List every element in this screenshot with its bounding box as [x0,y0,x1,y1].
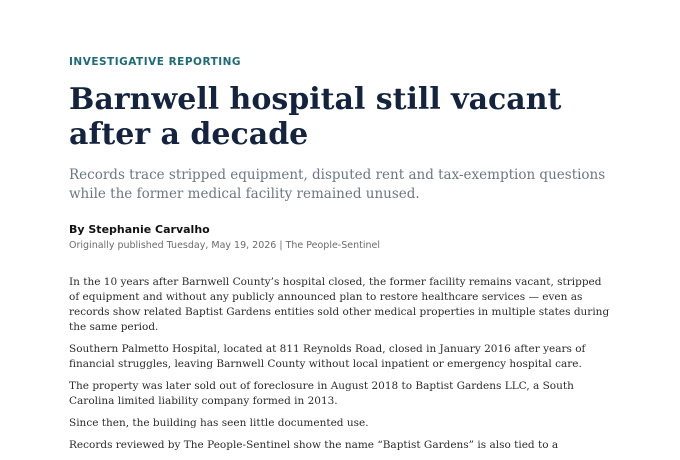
publication-info: Originally published Tuesday, May 19, 2026 | The People-Sentinel [69,240,381,251]
body-paragraph: Southern Palmetto Hospital, located at 811 Reynolds Road, closed in January 2016 after years of financial struggles, leaving Barnwell County without local inpatient or emergency hospital care. [69,343,586,370]
body-paragraph: In the 10 years after Barnwell County’s hospital closed, the former facility remains vacant, stripped of equipment and without any publicly announced plan to restore healthcare services — even as records show related Baptist Gardens entities sold other medical properties in multiple states during the same period. [69,276,610,333]
byline: By Stephanie Carvalho [69,223,210,236]
body-paragraph: Records reviewed by The People-Sentinel show the name “Baptist Gardens” is also tied to a [69,439,559,451]
article-dek: Records trace stripped equipment, disputed rent and tax-exemption questions while the former medical facility remained unused. [69,167,606,202]
section-kicker[interactable]: INVESTIGATIVE REPORTING [69,56,242,68]
body-paragraph: The property was later sold out of foreclosure in August 2018 to Baptist Gardens LLC, a South Carolina limited liability company formed in 2013. [69,380,574,407]
body-paragraph: Since then, the building has seen little documented use. [69,417,369,429]
article-headline: Barnwell hospital still vacant after a decade [69,82,562,152]
article-body [69,275,614,460]
